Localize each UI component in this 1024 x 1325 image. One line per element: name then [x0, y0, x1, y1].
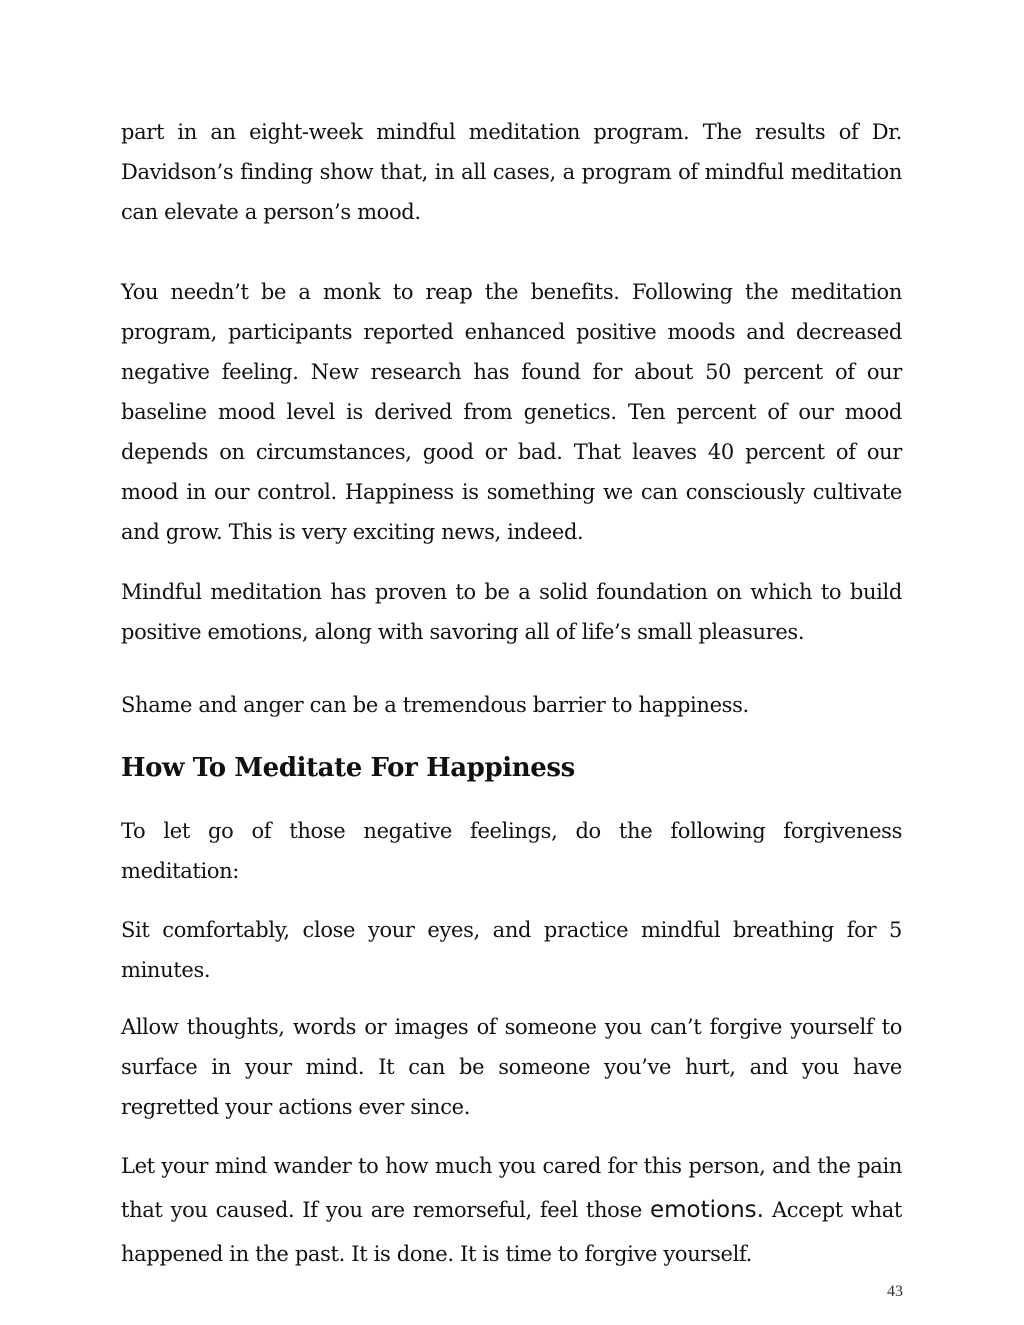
paragraph-shame-anger: Shame and anger can be a tremendous barrier to happiness.: [121, 693, 749, 717]
paragraph-allow-thoughts: Allow thoughts, words or images of someone you can’t forgive yourself to surface in your mind. It can be someone you’ve hurt, and you have regretted your actions ever since.: [121, 1015, 902, 1119]
paragraph-text-start: Let your mind wander to how much you cared for this person, and the pain that you caused. If you are remorseful, feel those: [121, 1154, 902, 1222]
paragraph-mood-results: part in an eight-week mindful meditation program. The results of Dr. Davidson’s finding show that, in all cases, a program of mindful meditation can elevate a person’s mood.: [121, 120, 902, 224]
paragraph-benefits: You needn’t be a monk to reap the benefits. Following the meditation program, participants reported enhanced positive moods and decreased negative feeling. New research has found for about 50 percent of our baseline mood level is derived from genetics. Ten percent of our mood depends on circumstances, good or bad. That leaves 40 percent of our mood in our control. Happiness is something we can consciously cultivate and grow. This is very exciting news, indeed.: [121, 280, 902, 544]
emphasized-word: emotions.: [649, 1197, 764, 1223]
paragraph-sit-comfortably: Sit comfortably, close your eyes, and practice mindful breathing for 5 minutes.: [121, 918, 902, 982]
paragraph-text-end: Accept what happened in the past. It is done. It is time to forgive yourself.: [121, 1198, 902, 1266]
paragraph-intro-forgiveness: To let go of those negative feelings, do the following forgiveness meditation:: [121, 819, 902, 883]
section-heading: How To Meditate For Happiness: [121, 753, 575, 783]
document-page: [121, 112, 902, 1276]
page-number: 43: [887, 1283, 903, 1300]
paragraph-let-mind-wander: [121, 1144, 902, 1276]
paragraph-foundation: Mindful meditation has proven to be a solid foundation on which to build positive emotions, along with savoring all of life’s small pleasures.: [121, 580, 902, 644]
